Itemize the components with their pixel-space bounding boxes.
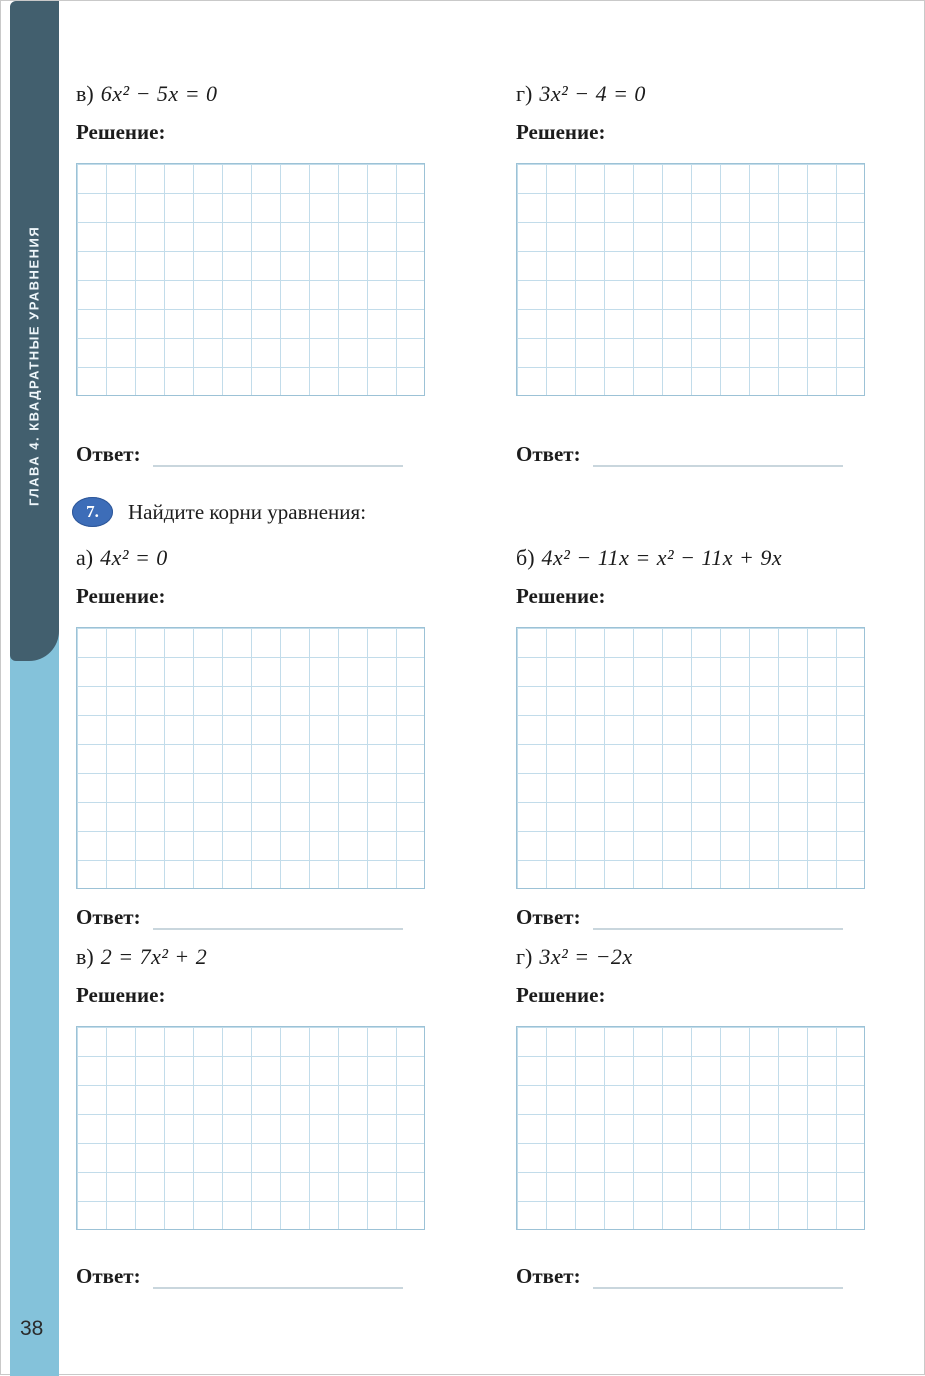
- problem-equation: 2 = 7x² + 2: [100, 944, 208, 970]
- answer-blank: [153, 905, 403, 930]
- answer-line: [516, 1264, 871, 1289]
- grid-area: [76, 627, 425, 889]
- solution-label: Решение:: [76, 120, 166, 144]
- equation-line: [76, 545, 516, 571]
- solution-label: Решение:: [516, 584, 606, 609]
- equation-line: [516, 545, 871, 571]
- answer-blank: [593, 1264, 843, 1289]
- grid-area: [516, 163, 865, 396]
- problem-cell: [516, 545, 871, 930]
- problem-row-3: [76, 944, 876, 1289]
- problem-equation: 4x² = 0: [100, 545, 168, 571]
- answer-blank: [153, 442, 403, 467]
- equation-line: [516, 81, 871, 107]
- grid-area: [76, 163, 425, 396]
- answer-label: Ответ:: [76, 905, 141, 930]
- answer-blank: [153, 1264, 403, 1289]
- page-number: 38: [20, 1317, 44, 1340]
- problem-label: в): [76, 944, 94, 970]
- answer-blank: [593, 442, 843, 467]
- task-number-badge: 7.: [72, 497, 113, 527]
- problem-label: г): [516, 81, 533, 106]
- equation-line: [76, 81, 516, 107]
- problem-cell: [76, 545, 516, 930]
- problem-cell: [76, 81, 516, 467]
- answer-label: Ответ:: [76, 442, 141, 467]
- answer-label: Ответ:: [516, 905, 581, 930]
- task-header: [72, 497, 876, 527]
- problem-row-1: [76, 81, 876, 467]
- problem-label: в): [76, 81, 94, 106]
- answer-line: [76, 1264, 516, 1289]
- answer-line: [76, 905, 516, 930]
- answer-blank: [593, 905, 843, 930]
- solution-label: Решение:: [516, 983, 606, 1008]
- problem-row-2: [76, 545, 876, 930]
- problem-cell: [516, 81, 871, 467]
- grid-area: [76, 1026, 425, 1230]
- answer-line: [76, 442, 516, 467]
- answer-label: Ответ:: [516, 1264, 581, 1289]
- answer-line: [516, 442, 871, 467]
- problem-equation: 4x² − 11x = x² − 11x + 9x: [541, 545, 783, 571]
- problem-equation: 3x² = −2x: [539, 944, 633, 970]
- problem-label: б): [516, 545, 535, 571]
- grid-area: [516, 627, 865, 889]
- answer-label: Ответ:: [76, 1264, 141, 1289]
- problem-label: а): [76, 545, 94, 571]
- grid-area: [516, 1026, 865, 1230]
- solution-label: Решение:: [76, 983, 166, 1008]
- solution-label: Решение:: [516, 120, 606, 144]
- answer-line: [516, 905, 871, 930]
- sidebar-band-light: [10, 621, 59, 1376]
- chapter-title: ГЛАВА 4. КВАДРАТНЫЕ УРАВНЕНИЯ: [26, 225, 42, 507]
- equation-line: [516, 944, 871, 970]
- solution-label: Решение:: [76, 584, 166, 609]
- problem-equation: 3x² − 4 = 0: [539, 81, 646, 106]
- page-content: [76, 81, 876, 1289]
- problem-cell: [76, 944, 516, 1289]
- problem-cell: [516, 944, 871, 1289]
- problem-equation: 6x² − 5x = 0: [100, 81, 218, 106]
- answer-label: Ответ:: [516, 442, 581, 467]
- task-prompt: Найдите корни уравнения:: [128, 499, 367, 524]
- equation-line: [76, 944, 516, 970]
- problem-label: г): [516, 944, 533, 970]
